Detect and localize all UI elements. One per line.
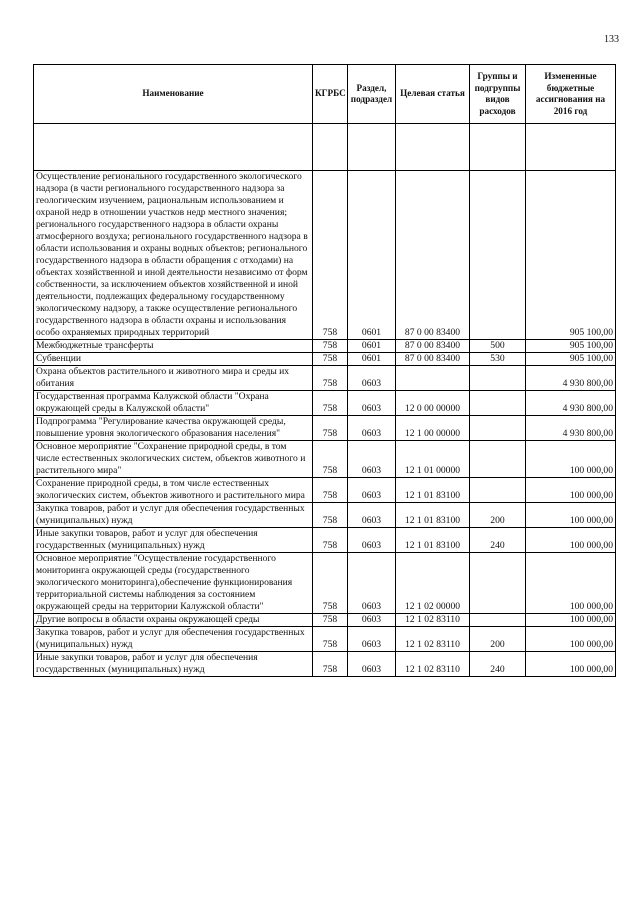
table-row bbox=[34, 353, 616, 366]
cell-kgrbs: 758 bbox=[313, 528, 348, 553]
cell-name: Основное мероприятие "Сохранение природной среды, в том числе естественных экологических систем, объектов животного и растительного мира" bbox=[34, 441, 313, 478]
cell-amount: 100 000,00 bbox=[526, 478, 616, 503]
cell-group: 200 bbox=[470, 503, 526, 528]
table-row bbox=[34, 391, 616, 416]
cell-amount: 100 000,00 bbox=[526, 614, 616, 627]
table-row bbox=[34, 416, 616, 441]
cell-group: 200 bbox=[470, 627, 526, 652]
cell-target bbox=[396, 366, 470, 391]
table-row bbox=[34, 614, 616, 627]
cell-section: 0601 bbox=[348, 171, 396, 340]
cell-target: 12 1 02 00000 bbox=[396, 553, 470, 614]
cell-kgrbs: 758 bbox=[313, 503, 348, 528]
cell-name: Основное мероприятие "Осуществление государственного мониторинга окружающей среды (государственного экологического мониторинга),обеспечение функционирования территориальной системы наблюдения за состоянием окружающей среды на территории Калужской области" bbox=[34, 553, 313, 614]
cell-amount: 905 100,00 bbox=[526, 171, 616, 340]
cell-kgrbs: 758 bbox=[313, 366, 348, 391]
cell-amount: 100 000,00 bbox=[526, 652, 616, 677]
cell-name: Межбюджетные трансферты bbox=[34, 340, 313, 353]
cell-name: Другие вопросы в области охраны окружающей среды bbox=[34, 614, 313, 627]
cell-section: 0603 bbox=[348, 503, 396, 528]
cell-amount: 100 000,00 bbox=[526, 503, 616, 528]
cell-name: Сохранение природной среды, в том числе естественных экологических систем, объектов животного и растительного мира bbox=[34, 478, 313, 503]
cell-amount: 4 930 800,00 bbox=[526, 366, 616, 391]
table-header-row bbox=[34, 65, 616, 124]
header-target: Целевая статья bbox=[396, 65, 470, 124]
cell-amount: 4 930 800,00 bbox=[526, 416, 616, 441]
table-row bbox=[34, 528, 616, 553]
cell-amount: 4 930 800,00 bbox=[526, 391, 616, 416]
table-row bbox=[34, 340, 616, 353]
table-row bbox=[34, 652, 616, 677]
cell-target: 12 1 00 00000 bbox=[396, 416, 470, 441]
cell-group bbox=[470, 478, 526, 503]
cell-group bbox=[470, 366, 526, 391]
cell-name: Государственная программа Калужской области "Охрана окружающей среды в Калужской области" bbox=[34, 391, 313, 416]
table-row bbox=[34, 171, 616, 340]
cell-section: 0603 bbox=[348, 366, 396, 391]
cell-target: 12 1 01 00000 bbox=[396, 441, 470, 478]
header-groups: Группы и подгруппы видов расходов bbox=[470, 65, 526, 124]
cell-target: 87 0 00 83400 bbox=[396, 171, 470, 340]
table-row bbox=[34, 124, 616, 171]
table-row bbox=[34, 441, 616, 478]
cell-section: 0603 bbox=[348, 652, 396, 677]
cell-group bbox=[470, 553, 526, 614]
cell-name: Субвенции bbox=[34, 353, 313, 366]
cell-kgrbs: 758 bbox=[313, 627, 348, 652]
cell-section: 0603 bbox=[348, 614, 396, 627]
header-section: Раздел, подраздел bbox=[348, 65, 396, 124]
cell-group bbox=[470, 391, 526, 416]
cell-group: 500 bbox=[470, 340, 526, 353]
cell-kgrbs: 758 bbox=[313, 553, 348, 614]
cell-amount: 905 100,00 bbox=[526, 353, 616, 366]
table-row bbox=[34, 366, 616, 391]
cell-name: Охрана объектов растительного и животного мира и среды их обитания bbox=[34, 366, 313, 391]
cell-group bbox=[470, 614, 526, 627]
cell-group: 530 bbox=[470, 353, 526, 366]
cell-kgrbs: 758 bbox=[313, 353, 348, 366]
cell-section: 0603 bbox=[348, 528, 396, 553]
cell-kgrbs: 758 bbox=[313, 652, 348, 677]
budget-table bbox=[33, 64, 616, 677]
table-row bbox=[34, 553, 616, 614]
cell-section: 0603 bbox=[348, 416, 396, 441]
cell-section: 0603 bbox=[348, 441, 396, 478]
cell-kgrbs: 758 bbox=[313, 478, 348, 503]
header-kgrbs: КГРБС bbox=[313, 65, 348, 124]
cell-group bbox=[470, 416, 526, 441]
cell-group: 240 bbox=[470, 528, 526, 553]
cell-amount: 100 000,00 bbox=[526, 528, 616, 553]
cell-target: 12 1 01 83100 bbox=[396, 528, 470, 553]
cell-kgrbs: 758 bbox=[313, 441, 348, 478]
cell-name: Подпрограмма "Регулирование качества окружающей среды, повышение уровня экологического образования населения" bbox=[34, 416, 313, 441]
cell-target: 12 1 02 83110 bbox=[396, 627, 470, 652]
cell-amount: 100 000,00 bbox=[526, 553, 616, 614]
cell-target: 87 0 00 83400 bbox=[396, 353, 470, 366]
cell-target: 87 0 00 83400 bbox=[396, 340, 470, 353]
cell-name: Иные закупки товаров, работ и услуг для обеспечения государственных (муниципальных) нужд bbox=[34, 528, 313, 553]
cell-kgrbs: 758 bbox=[313, 391, 348, 416]
page-number: 133 bbox=[604, 34, 619, 45]
cell-name: Осуществление регионального государственного экологического надзора (в части регионального государственного надзора за геологическим изучением, рациональным использованием и охраной недр в отношении участков недр местного значения; регионального государственного надзора в области охраны атмосферного воздуха; регионального государственного надзора в области использования и охраны водных объектов; регионального государственного надзора в области обращения с отходами) на объектах хозяйственной и иной деятельности независимо от форм собственности, за исключением объектов хозяйственной и иной деятельности, подлежащих федеральному государственному экологическому надзору, а также осуществление регионального государственного надзора в области охраны и использования особо охраняемых природных территорий bbox=[34, 171, 313, 340]
cell-kgrbs: 758 bbox=[313, 340, 348, 353]
header-name: Наименование bbox=[34, 65, 313, 124]
cell-kgrbs: 758 bbox=[313, 416, 348, 441]
cell-target: 12 1 02 83110 bbox=[396, 614, 470, 627]
cell-name: Закупка товаров, работ и услуг для обеспечения государственных (муниципальных) нужд bbox=[34, 503, 313, 528]
cell-group: 240 bbox=[470, 652, 526, 677]
cell-amount: 100 000,00 bbox=[526, 441, 616, 478]
cell-section: 0603 bbox=[348, 391, 396, 416]
table-row bbox=[34, 503, 616, 528]
cell-section: 0603 bbox=[348, 627, 396, 652]
table-row bbox=[34, 627, 616, 652]
cell-section: 0601 bbox=[348, 340, 396, 353]
cell-group bbox=[470, 171, 526, 340]
header-amount: Измененные бюджетные ассигнования на 2016 год bbox=[526, 65, 616, 124]
cell-section: 0603 bbox=[348, 553, 396, 614]
cell-group bbox=[470, 441, 526, 478]
cell-amount: 100 000,00 bbox=[526, 627, 616, 652]
cell-target: 12 1 01 83100 bbox=[396, 503, 470, 528]
cell-name: Закупка товаров, работ и услуг для обеспечения государственных (муниципальных) нужд bbox=[34, 627, 313, 652]
cell-section: 0603 bbox=[348, 478, 396, 503]
cell-kgrbs: 758 bbox=[313, 171, 348, 340]
cell-amount: 905 100,00 bbox=[526, 340, 616, 353]
cell-kgrbs: 758 bbox=[313, 614, 348, 627]
cell-target: 12 1 01 83100 bbox=[396, 478, 470, 503]
cell-target: 12 0 00 00000 bbox=[396, 391, 470, 416]
cell-name: Иные закупки товаров, работ и услуг для обеспечения государственных (муниципальных) нужд bbox=[34, 652, 313, 677]
cell-target: 12 1 02 83110 bbox=[396, 652, 470, 677]
table-row bbox=[34, 478, 616, 503]
cell-section: 0601 bbox=[348, 353, 396, 366]
